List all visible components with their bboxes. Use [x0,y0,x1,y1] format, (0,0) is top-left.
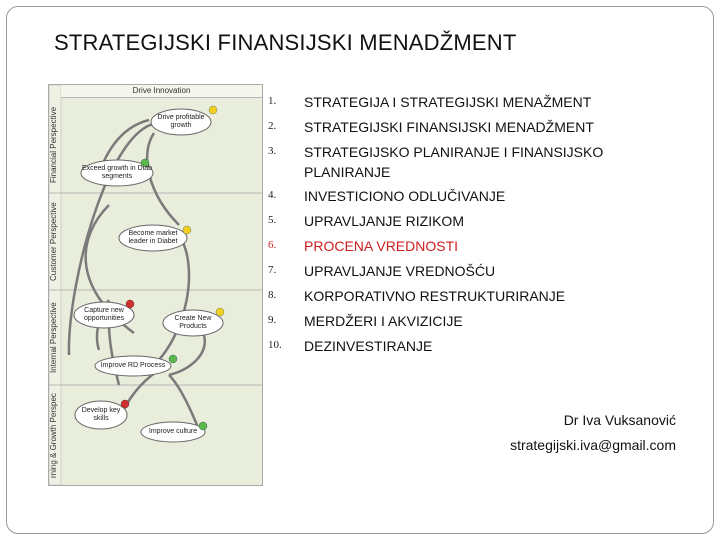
node-label: Become market leader in Diabet [128,230,178,245]
list-text: DEZINVESTIRANJE [304,338,433,354]
list-text: INVESTICIONO ODLUČIVANJE [304,188,506,204]
author-block [510,408,676,458]
list-number: 10. [268,339,282,351]
perspective-label: Internal Perspective [49,302,58,374]
node-label: Develop key skills [81,407,121,422]
list-text: STRATEGIJSKO PLANIRANJE I FINANSIJSKO [304,144,604,160]
node-label: Exceed growth in Diab segments [81,165,153,180]
list-number: 1. [268,95,277,107]
node-label: Drive profitable growth [157,114,205,129]
list-number: 5. [268,214,277,226]
list-number: 7. [268,264,277,276]
list-number: 8. [268,289,277,301]
strategy-map-image [48,84,263,486]
warning-badge-icon [209,106,217,114]
node-label: Create New Products [174,315,212,330]
node-label: Improve culture [148,428,198,435]
author-email[interactable]: strategijski.iva@gmail.com [510,437,676,453]
perspective-label: Financial Perspective [49,106,58,184]
list-text: KORPORATIVNO RESTRUKTURIRANJE [304,288,566,304]
author-name: Dr Iva Vuksanović [563,412,676,428]
list-number: 2. [268,120,277,132]
list-text: STRATEGIJA I STRATEGIJSKI MENAŽMENT [304,94,592,110]
list-number: 9. [268,314,277,326]
map-header: Drive Innovation [61,85,262,98]
perspective-label: rning & Growth Perspec [49,393,58,478]
node-label: Capture new opportunities [83,307,125,322]
list-number: 3. [268,145,277,157]
list-text: UPRAVLJANJE RIZIKOM [304,213,464,229]
list-text-highlighted: PROCENA VREDNOSTI [304,238,459,254]
strategy-map-graphics [49,85,262,485]
ok-badge-icon [169,355,177,363]
warning-badge-icon [216,308,224,316]
list-text: STRATEGIJSKI FINANSIJSKI MENADŽMENT [304,119,594,135]
perspective-label: Customer Perspective [49,202,58,282]
list-number: 6. [268,239,277,251]
list-text: UPRAVLJANJE VREDNOŠĆU [304,263,496,279]
list-text: MERDŽERI I AKVIZICIJE [304,313,463,329]
node-label: Improve RD Process [100,362,166,369]
list-text-continued: PLANIRANJE [304,164,391,180]
list-number: 4. [268,189,277,201]
slide-title: STRATEGIJSKI FINANSIJSKI MENADŽMENT [54,30,517,55]
